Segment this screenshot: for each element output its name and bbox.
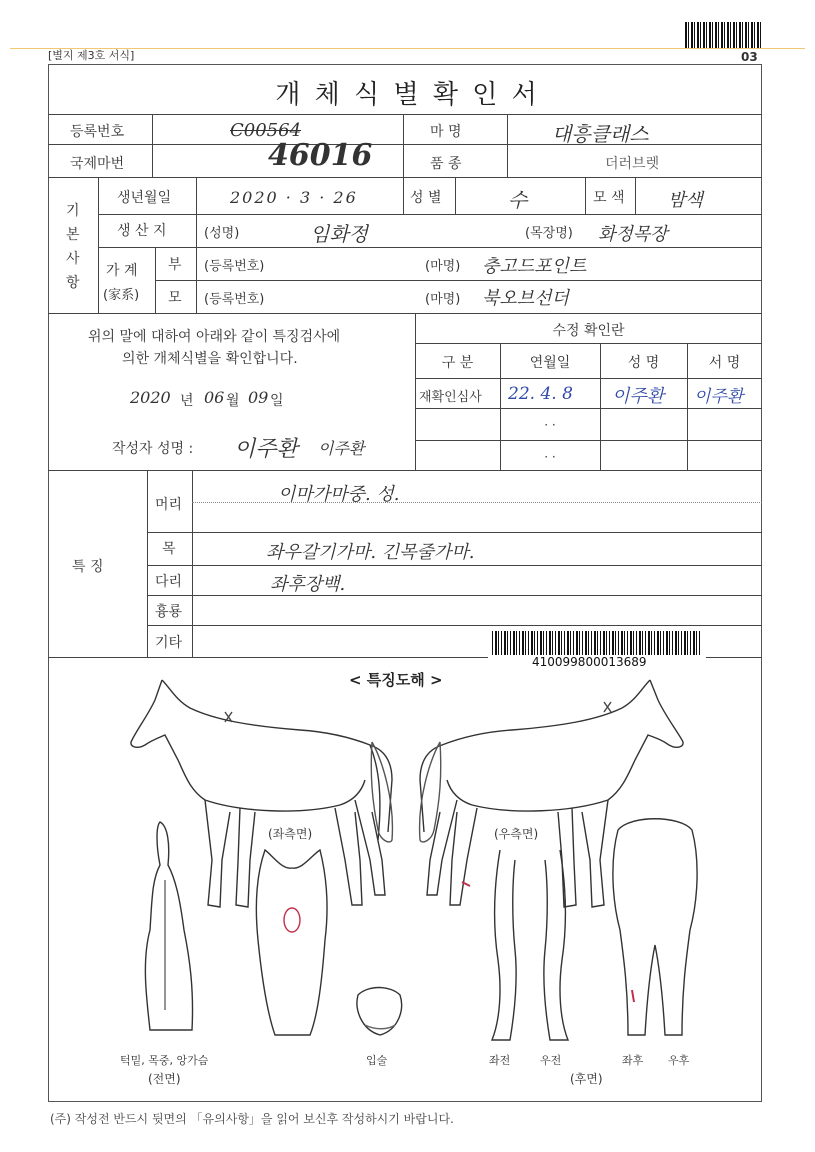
producer-label: 생 산 지 bbox=[117, 223, 167, 239]
revision-col-type: 구 분 bbox=[441, 355, 474, 371]
sire-name-label: (마명) bbox=[425, 259, 461, 274]
basic-section-label-2: 본 bbox=[66, 227, 80, 243]
barcode-number: 410099800013689 bbox=[532, 655, 647, 669]
statement-line-2: 의한 개체식별을 확인합니다. bbox=[122, 351, 298, 367]
birth-label: 생년월일 bbox=[117, 190, 172, 206]
date-day: 09 bbox=[248, 388, 269, 407]
revision-row1-name: 이주환 bbox=[612, 386, 665, 407]
writer-value: 이주환 bbox=[234, 437, 298, 462]
document-title: 개 체 식 별 확 인 서 bbox=[275, 80, 540, 110]
dam-reg-label: (등록번호) bbox=[204, 292, 265, 307]
form-label: [별지 제3호 서식] bbox=[48, 49, 135, 62]
footer-note: (주) 작성전 반드시 뒷면의 「유의사항」을 읽어 보신후 작성하시기 바랍니다. bbox=[50, 1112, 454, 1126]
pedigree-label-1: 가 계 bbox=[106, 263, 138, 279]
sex-value: 수 bbox=[508, 188, 528, 212]
front-caption-1: 턱밑, 목중, 앙가슴 bbox=[120, 1054, 209, 1067]
date-year-unit: 년 bbox=[180, 393, 194, 409]
date-month-unit: 월 bbox=[226, 393, 240, 409]
sex-label: 성 별 bbox=[410, 190, 442, 206]
sire-label: 부 bbox=[168, 257, 182, 273]
right-side-caption: (우측면) bbox=[494, 827, 539, 841]
reg-no-struck: C00564 bbox=[230, 120, 302, 141]
producer-name-label: (성명) bbox=[204, 226, 240, 241]
head-label: 머리 bbox=[155, 497, 183, 513]
left-side-caption: (좌측면) bbox=[268, 827, 313, 841]
basic-section-label-4: 항 bbox=[66, 275, 80, 291]
etc-label: 기타 bbox=[155, 635, 183, 651]
front-caption-2: (전면) bbox=[148, 1072, 181, 1086]
coat-label: 모 색 bbox=[593, 190, 625, 206]
barcode-bars bbox=[492, 631, 702, 655]
basic-section-label-1: 기 bbox=[66, 203, 80, 219]
basic-section-label-3: 사 bbox=[66, 251, 80, 267]
rear-caption: (후면) bbox=[570, 1072, 603, 1086]
sire-reg-label: (등록번호) bbox=[204, 259, 265, 274]
reg-no-value: 46016 bbox=[268, 138, 373, 173]
front-right-caption: 우전 bbox=[540, 1054, 562, 1067]
neck-label: 목 bbox=[162, 541, 176, 557]
breed-label: 품 종 bbox=[430, 156, 462, 172]
dam-name-value: 북오브선더 bbox=[482, 288, 569, 309]
chest-label: 흉룡 bbox=[155, 604, 183, 620]
revision-row2-date: · · bbox=[544, 418, 556, 432]
sire-name-value: 충고드포인트 bbox=[482, 256, 587, 277]
page-number: 03 bbox=[741, 50, 758, 64]
features-section-label: 특 징 bbox=[72, 559, 104, 575]
revision-col-name: 성 명 bbox=[627, 355, 660, 371]
date-day-unit: 일 bbox=[270, 393, 284, 409]
horse-name-value: 대흥클래스 bbox=[552, 122, 649, 146]
dam-label: 모 bbox=[168, 290, 182, 306]
rear-right-caption: 우후 bbox=[668, 1054, 690, 1067]
rule bbox=[48, 114, 762, 115]
legs-label: 다리 bbox=[155, 574, 183, 590]
ranch-label: (목장명) bbox=[525, 226, 573, 241]
intl-no-label: 국제마번 bbox=[70, 156, 125, 172]
writer-label: 작성자 성명 : bbox=[112, 441, 194, 457]
neck-value: 좌우갈기가마. 긴목줄가마. bbox=[266, 542, 475, 563]
top-right-barcode bbox=[685, 22, 761, 48]
reg-no-label: 등록번호 bbox=[70, 124, 125, 140]
revision-title: 수정 확인란 bbox=[552, 323, 625, 339]
breed-value: 더러브렛 bbox=[605, 156, 660, 172]
legs-value: 좌후장백. bbox=[270, 574, 346, 595]
head-value: 이마가마중. 성. bbox=[278, 484, 400, 505]
date-year: 2020 bbox=[130, 388, 171, 407]
diagram-title: < 특징도해 > bbox=[349, 671, 443, 689]
revision-row1-type: 재확인심사 bbox=[419, 390, 482, 405]
revision-row3-date: · · bbox=[544, 450, 556, 464]
date-month: 06 bbox=[204, 388, 225, 407]
coat-value: 밤색 bbox=[668, 190, 703, 211]
ranch-value: 화정목장 bbox=[598, 224, 668, 245]
dam-name-label: (마명) bbox=[425, 292, 461, 307]
birth-value: 2020 · 3 · 26 bbox=[230, 188, 358, 207]
pedigree-label-2: (家系) bbox=[103, 288, 140, 303]
front-left-caption: 좌전 bbox=[489, 1054, 511, 1067]
rear-left-caption: 좌후 bbox=[622, 1054, 644, 1067]
revision-row1-sign: 이주환 bbox=[694, 387, 744, 407]
revision-row1-date: 22. 4. 8 bbox=[508, 384, 573, 404]
producer-name-value: 임화정 bbox=[310, 222, 368, 246]
writer-signature: 이주환 bbox=[318, 439, 365, 458]
statement-line-1: 위의 말에 대하여 아래와 같이 특징검사에 bbox=[88, 329, 341, 345]
lips-caption: 입술 bbox=[366, 1054, 388, 1067]
revision-col-date: 연월일 bbox=[529, 355, 571, 371]
horse-name-label: 마 명 bbox=[430, 124, 462, 140]
revision-col-sign: 서 명 bbox=[708, 355, 741, 371]
